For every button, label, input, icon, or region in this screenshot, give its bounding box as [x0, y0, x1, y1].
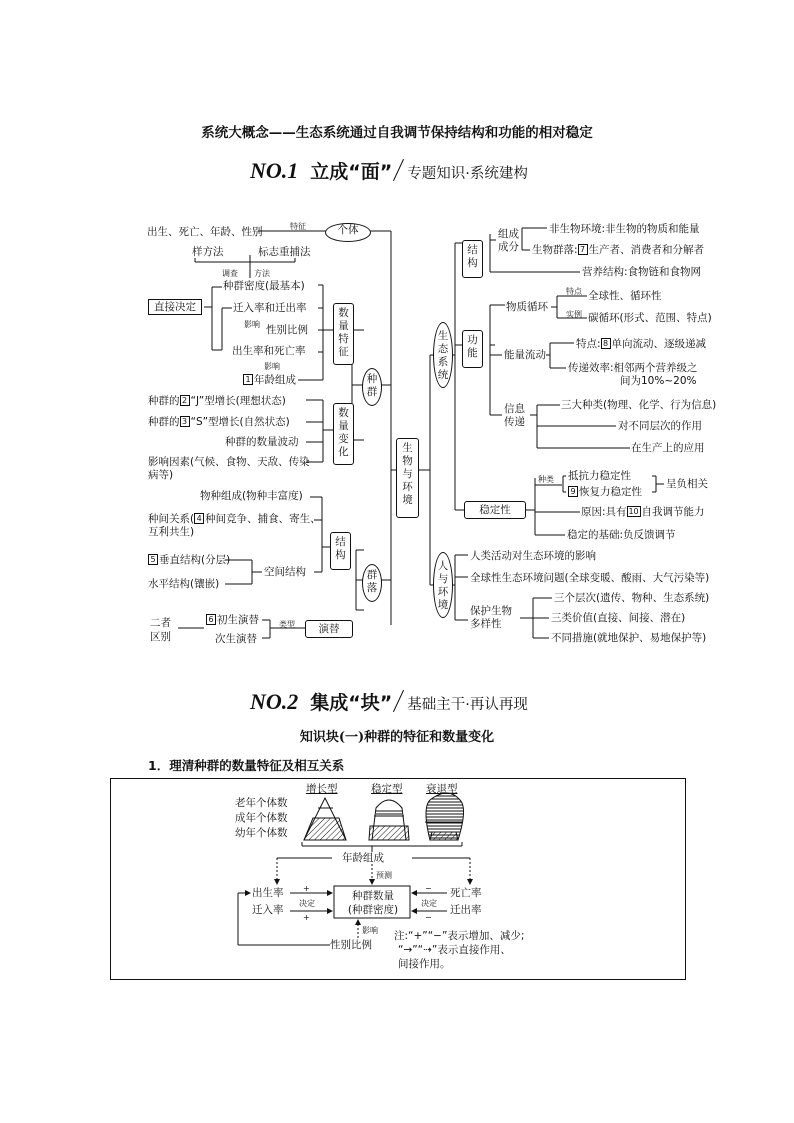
human-effect: 人类活动对生态环境的影响 — [470, 550, 596, 562]
label-decide-left: 决定 — [299, 899, 315, 908]
direct-decide: 直接决定 — [148, 299, 202, 315]
badge-6: 6 — [206, 614, 216, 625]
energy-feat-pre: 特点: — [576, 338, 601, 350]
trophic-structure: 营养结构:食物链和食物网 — [582, 266, 702, 278]
center-line2: (种群密度) — [347, 904, 399, 916]
cause-pre: 原因:具有 — [581, 506, 627, 518]
section-subtitle-2: 基础主干·再认再现 — [407, 697, 528, 713]
label-sex-ratio: 性别比例 — [330, 939, 372, 951]
two-diff-2: 区别 — [150, 631, 171, 643]
badge-9: 9 — [568, 486, 578, 497]
label-age-structure: 年龄组成 — [342, 852, 384, 864]
section-subtitle: 专题知识·系统建构 — [407, 166, 528, 182]
types-label: 种类 — [538, 475, 554, 484]
vertical-label: 垂直结构(分层) — [159, 554, 231, 566]
three-types: 三大种类(物理、化学、行为信息) — [561, 399, 717, 411]
negative-correlation: 呈负相关 — [666, 478, 708, 490]
label-emigration: 迁出率 — [450, 904, 482, 916]
carbon-cycle: 碳循环(形式、范围、特点) — [588, 312, 712, 324]
individual-attrs: 出生、死亡、年龄、性别 — [147, 226, 263, 238]
plus-2: + — [303, 913, 310, 922]
label-immigration: 迁入率 — [252, 904, 284, 916]
section-number-2: NO.2 — [250, 689, 299, 714]
sex-ratio: 性别比例 — [266, 324, 308, 336]
stability-basis: 稳定的基础:负反馈调节 — [567, 529, 676, 541]
minus-2: − — [425, 913, 432, 922]
node-individual-label: 个体 — [337, 224, 359, 236]
cause-text: 自我调节能力 — [641, 506, 705, 518]
item-title: 1．理清种群的数量特征及相互关系 — [148, 758, 345, 773]
influence-label-2: 影响 — [264, 362, 280, 371]
species-composition: 物种组成(物种丰富度) — [200, 490, 303, 502]
node-succession-label: 演替 — [318, 623, 340, 635]
feature-label-r: 特点 — [566, 287, 582, 296]
label-decline: 衰退型 — [426, 783, 458, 795]
factors-line1: 影响因素(气候、食物、天敌、传染 — [148, 456, 310, 468]
application: 在生产上的应用 — [631, 442, 705, 454]
mark-method: 标志重捕法 — [258, 246, 311, 258]
pop-density: 种群密度(最基本) — [223, 280, 305, 292]
note-line3: 间接作用。 — [398, 958, 451, 970]
label-influence: 影响 — [362, 926, 378, 935]
label-old: 老年个体数 — [235, 797, 288, 809]
badge-7: 7 — [578, 244, 588, 255]
three-levels: 三个层次(遗传、物种、生态系统) — [554, 592, 710, 604]
recover-label: 恢复力稳定性 — [579, 486, 642, 498]
three-values: 三类价值(直接、间接、潜在) — [551, 612, 686, 624]
badge-4: 4 — [194, 513, 204, 524]
relation-text: 种间竞争、捕食、寄生、 — [205, 513, 321, 525]
label-birth: 出生率 — [252, 887, 284, 899]
method-label: 方法 — [254, 269, 270, 278]
node-comm-structure-label: 结构 — [335, 536, 346, 561]
age-label: 年龄组成 — [254, 374, 296, 386]
secondary-succession: 次生演替 — [215, 633, 257, 645]
j-text: “J”型增长(理想状态) — [190, 395, 286, 407]
node-human-env-label: 人与环境 — [437, 560, 449, 611]
badge-1: 1 — [243, 374, 253, 385]
s-pre: 种群的 — [148, 416, 180, 428]
abiotic: 非生物环境:非生物的物质和能量 — [549, 223, 700, 235]
node-stability-label: 稳定性 — [479, 504, 511, 516]
center-node-label: 生物与环境 — [402, 442, 413, 506]
protect-1: 保护生物 — [470, 605, 512, 617]
label-predict: 预测 — [376, 871, 392, 880]
node-eco-structure-label: 结构 — [467, 244, 478, 269]
horizontal-structure: 水平结构(镶嵌) — [148, 578, 220, 590]
measures: 不同措施(就地保护、易地保护等) — [551, 632, 707, 644]
knowledge-block-title: 知识块(一)种群的特征和数量变化 — [299, 730, 495, 745]
label-adult: 成年个体数 — [235, 812, 288, 824]
node-eco-function-label: 功能 — [467, 334, 478, 359]
migration: 迁入率和迁出率 — [233, 302, 307, 314]
node-population-label: 种群 — [366, 373, 378, 398]
node-qty-feature-label: 数量特征 — [338, 307, 349, 358]
sample-method: 样方法 — [192, 246, 224, 258]
survey-label: 调查 — [222, 269, 238, 278]
page-title: 系统大概念——生态系统通过自我调节保持结构和功能的相对稳定 — [201, 125, 593, 141]
instance-label: 实例 — [566, 310, 582, 319]
energy-feat-text: 单向流动、逐级递减 — [611, 338, 707, 350]
s-text: “S”型增长(自然状态) — [190, 416, 290, 428]
global-issue: 全球性生态环境问题(全球变暖、酸雨、大气污染等) — [470, 572, 710, 584]
efficiency-1: 传递效率:相邻两个营养级之 — [568, 362, 698, 374]
biotic-text: 生产者、消费者和分解者 — [588, 244, 705, 256]
info-1: 信息 — [504, 403, 525, 415]
section-number: NO.1 — [250, 158, 299, 183]
birth-death: 出生率和死亡率 — [232, 345, 306, 357]
global-cyclic: 全球性、循环性 — [588, 290, 662, 302]
label-young: 幼年个体数 — [235, 827, 288, 839]
plus-1: + — [303, 884, 310, 893]
type-label: 类型 — [279, 620, 295, 629]
node-qty-change-label: 数量变化 — [338, 407, 349, 458]
role: 对不同层次的作用 — [618, 420, 702, 432]
resistance-stability: 抵抗力稳定性 — [568, 470, 631, 482]
material-cycle: 物质循环 — [506, 301, 548, 313]
influence-label-1: 影响 — [244, 320, 260, 329]
badge-10: 10 — [628, 507, 639, 516]
interspecific-relation-2: 互利共生) — [148, 526, 195, 538]
label-death: 死亡率 — [450, 887, 482, 899]
fluctuation: 种群的数量波动 — [225, 436, 299, 448]
relation-pre: 种间关系( — [148, 513, 195, 525]
note-line1: 注:“+”“−”表示增加、减少; — [394, 930, 525, 942]
biotic-pre: 生物群落: — [532, 244, 578, 256]
factors-line2: 病等) — [148, 469, 174, 481]
energy-flow: 能量流动 — [504, 349, 546, 361]
badge-5: 5 — [148, 554, 158, 565]
center-line1: 种群数量 — [352, 890, 394, 902]
label-stable: 稳定型 — [371, 783, 403, 795]
node-community-label: 群落 — [366, 569, 378, 594]
badge-8: 8 — [601, 338, 611, 349]
info-2: 传递 — [504, 416, 525, 428]
node-ecosystem-label: 生态系统 — [437, 330, 449, 381]
label-decide-right: 决定 — [421, 899, 437, 908]
components-1: 组成 — [498, 228, 519, 240]
two-diff-1: 二者 — [150, 617, 171, 629]
feature-label: 特征 — [290, 222, 306, 231]
primary-label: 初生演替 — [217, 614, 259, 626]
j-pre: 种群的 — [148, 395, 180, 407]
components-2: 成分 — [498, 241, 519, 253]
label-growth: 增长型 — [306, 783, 338, 795]
section-big-title-2: 集成“块” — [310, 692, 393, 714]
protect-2: 多样性 — [470, 618, 502, 630]
section-big-title: 立成“面” — [310, 161, 393, 183]
badge-2: 2 — [180, 395, 190, 406]
spatial-structure: 空间结构 — [264, 566, 306, 578]
badge-3: 3 — [180, 416, 190, 427]
note-line2: “→”“⇢”表示直接作用、 — [398, 944, 511, 956]
efficiency-2: 间为10%~20% — [620, 375, 697, 387]
minus-1: − — [425, 884, 432, 893]
